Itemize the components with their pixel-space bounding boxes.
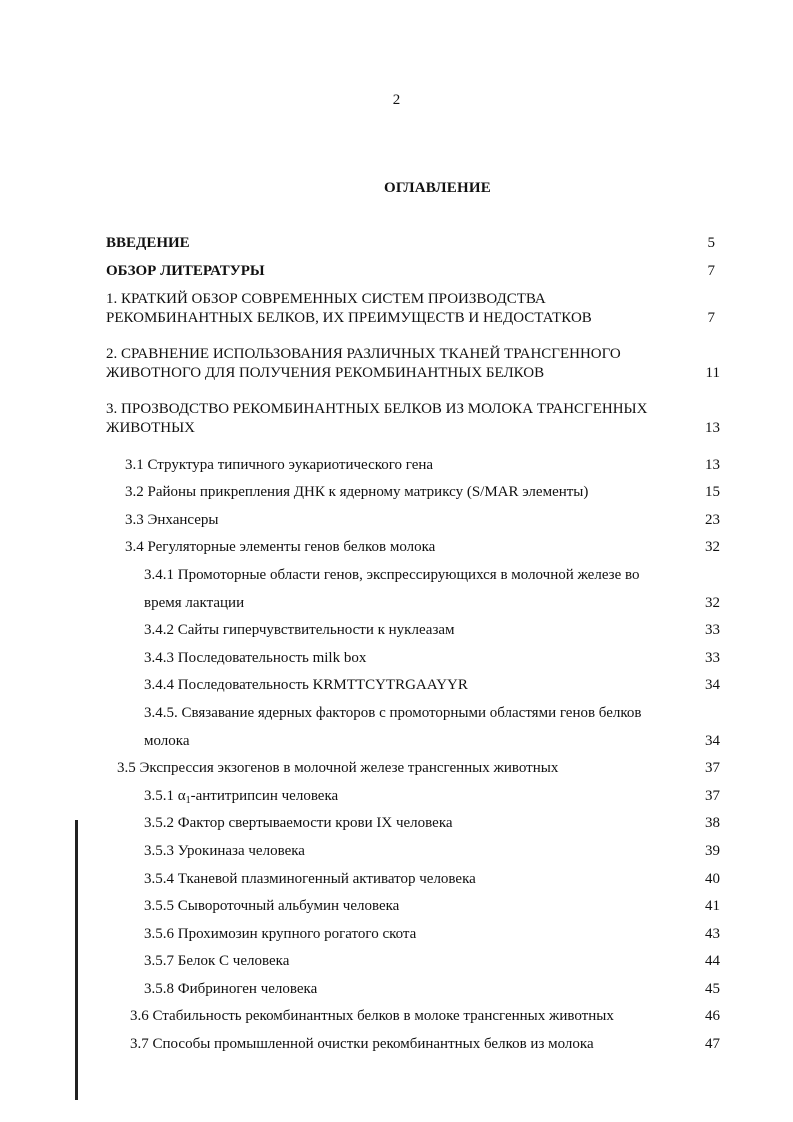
toc-title: ОГЛАВЛЕНИЕ — [384, 180, 491, 196]
toc-page-3-5: 37 — [705, 760, 720, 776]
toc-page-3-4-1: 32 — [705, 595, 720, 611]
toc-page-3-5-5: 41 — [705, 898, 720, 914]
toc-page-3-4-3: 33 — [705, 650, 720, 666]
toc-page-3-5-6: 43 — [705, 926, 720, 942]
page-number: 2 — [392, 92, 401, 108]
toc-page-section-1: 7 — [707, 310, 715, 326]
toc-page-3-5-4: 40 — [705, 871, 720, 887]
toc-page-section-2: 11 — [705, 365, 720, 381]
toc-page-3-1: 13 — [705, 457, 720, 473]
toc-page-3-3: 23 — [705, 512, 720, 528]
toc-page-3-4-4: 34 — [705, 677, 720, 693]
toc-page-introduction: 5 — [707, 235, 715, 251]
toc-page-3-4-2: 33 — [705, 622, 720, 638]
toc-page-literature-review: 7 — [707, 263, 715, 279]
toc-page-3-5-1: 37 — [705, 788, 720, 804]
binding-margin-line — [75, 820, 78, 1100]
toc-page-section-3: 13 — [705, 420, 720, 436]
toc-page-3-7: 47 — [705, 1036, 720, 1052]
toc-page-3-4: 32 — [705, 539, 720, 555]
toc-page-3-5-3: 39 — [705, 843, 720, 859]
toc-page-3-4-5: 34 — [705, 733, 720, 749]
toc-page-3-5-2: 38 — [705, 815, 720, 831]
toc-page-3-2: 15 — [705, 484, 720, 500]
toc-page-3-5-7: 44 — [705, 953, 720, 969]
toc-page-3-5-8: 45 — [705, 981, 720, 997]
toc-page-3-6: 46 — [705, 1008, 720, 1024]
